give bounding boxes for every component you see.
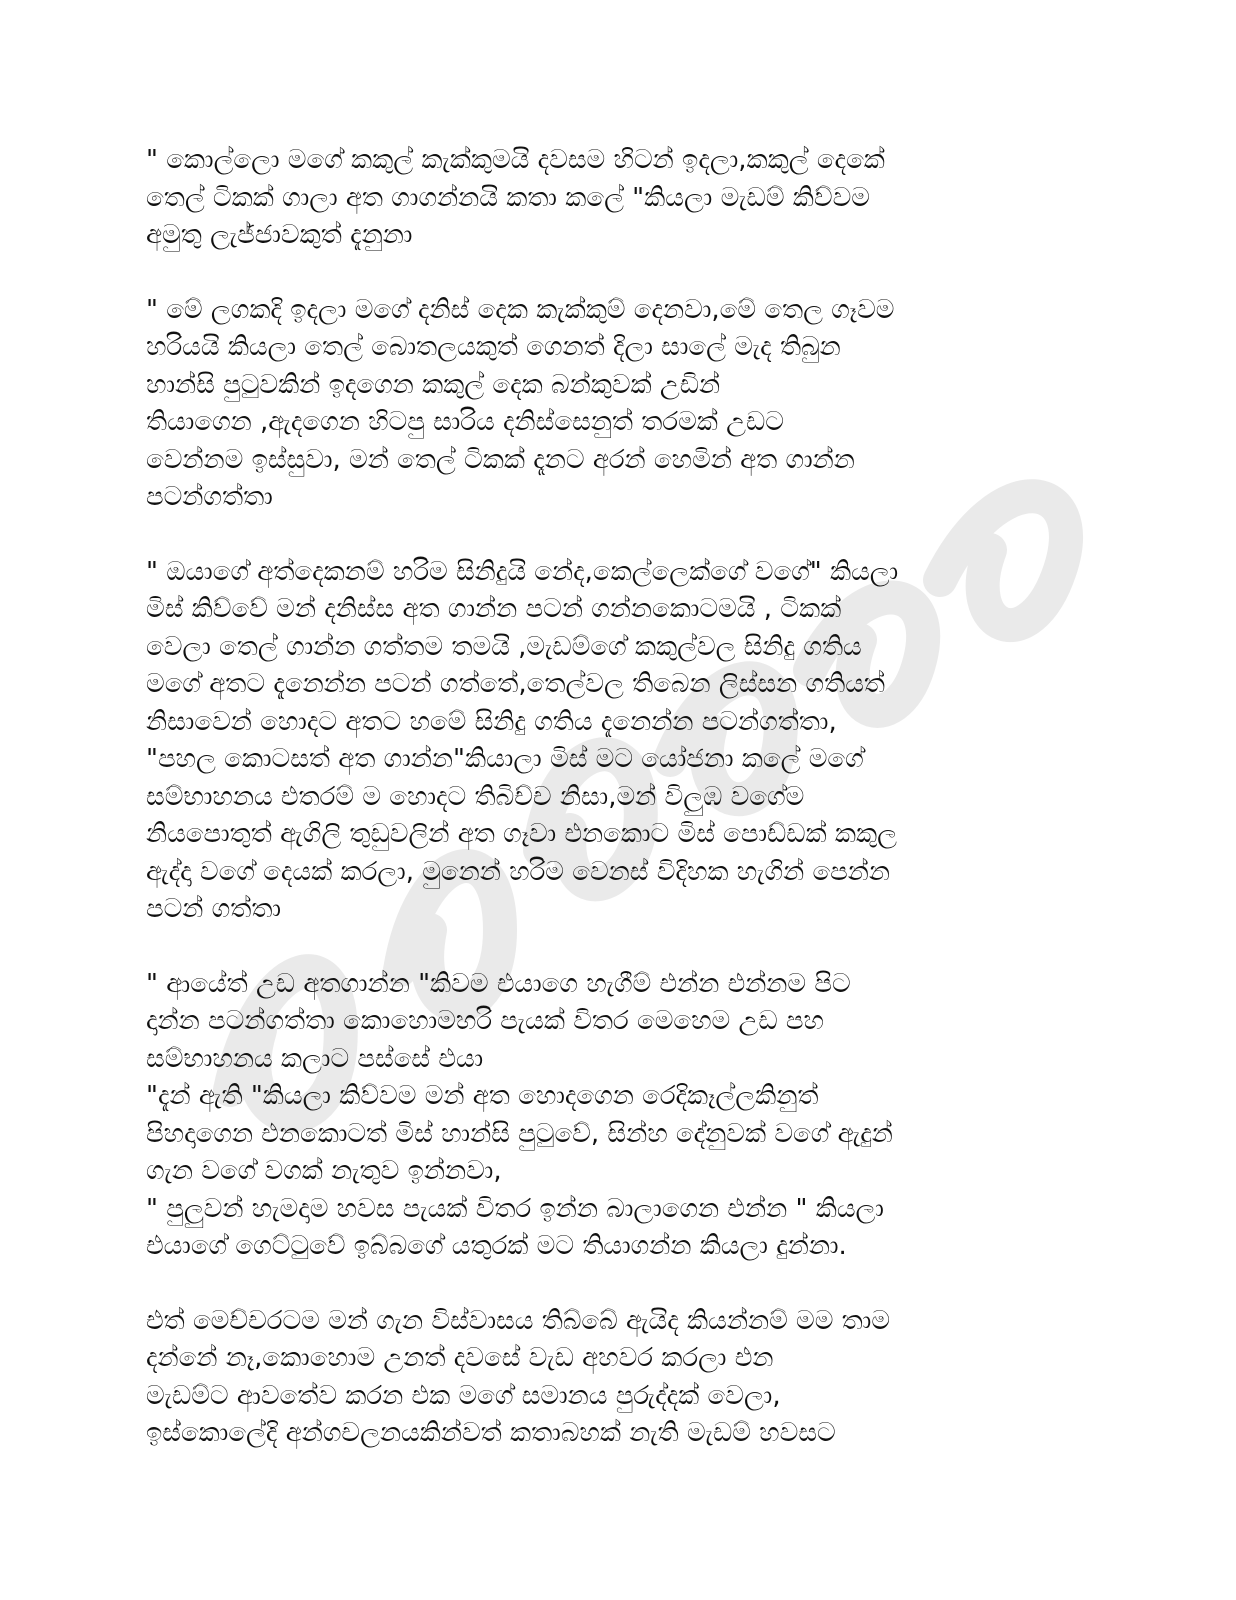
text-line: "දැන් ඇති "කියලා කිව්වම මන් අත හොදගෙන රෙදිකෑල්ලකිනුත් (146, 1081, 819, 1111)
text-line: නිසාවෙන් හොදට අතට හමේ සිනිදු ගතිය දැනෙන්න පටන්ගත්තා, (146, 706, 837, 737)
text-line: අමුතු ලැජ්ජාවකුත් දැනුනා (146, 220, 413, 250)
text-line: මගේ අතට දැනෙන්න පටන් ගත්තේ,තෙල්වල තිබෙන ලිස්සන ගතියත් (146, 669, 885, 699)
text-line: එයාගේ ගෙට්ටුවේ ඉබ්බගේ යතුරක් මට තියාගන්න කියලා දුන්නා. (146, 1231, 847, 1261)
text-line: තියාගෙන ,ඇදගෙන හිටපු සාරිය දනිස්සෙනුත් තරමක් උඩට (146, 407, 784, 437)
document-body (146, 142, 1126, 1490)
paragraph (146, 966, 1126, 1266)
text-line: පටන් ගත්තා (146, 894, 282, 924)
text-line: හරියයි කියලා තෙල් බොතලයකුත් ගෙනත් දිලා සාලේ මැද තිබුන (146, 332, 841, 362)
text-line: ඇද්දා වගේ දෙයක් කරලා, මුනෙන් හරිම වෙනස් විදිහක හැගින් පෙන්න (146, 856, 891, 887)
text-line: දාන්න පටන්ගත්තා කොහොමහරි පැයක් විතර මෙහෙම උඩ පහ (146, 1006, 824, 1036)
text-line: මිස් කිව්වේ මන් දනිස්ස අත ගාන්න පටන් ගන්නකොටමයි , ටිකක් (146, 594, 842, 624)
text-line: පටන්ගත්තා (146, 482, 273, 512)
text-line: නියපොතුත් ඇගිලි තුඩුවලින් අත ගෑවා එනකොට මිස් පොඩ්ඩක් කකුල (146, 819, 897, 849)
paragraph (146, 554, 1126, 929)
text-line: මැඩම්ට ආවතේව කරන එක මගේ සමානය පුරුද්දක් වෙලා, (146, 1380, 781, 1411)
paragraph (146, 1303, 1126, 1453)
text-line: දන්නේ නෑ,කොහොම උනත් දවසේ වැඩ අහවර කරලා එන (146, 1343, 774, 1373)
text-line: පිහදාගෙන එනකොටත් මිස් හාන්සි පුටුවේ, සින්හ දේනුවක් වගේ ඇදුන් (146, 1118, 893, 1149)
text-line: වෙලා තෙල් ගාන්න ගත්තම තමයි ,මැඩම්ගේ කකුල්වල සිනිදු ගතිය (146, 631, 862, 662)
paragraph (146, 142, 1126, 255)
text-line: " ඔයාගේ අත්දෙකනම් හරිම සිනිදුයි නේද,කෙල්ලෙක්ගේ වගේ" කියලා (146, 556, 899, 587)
text-line: හාන්සි පුටුවකින් ඉදගෙන කකුල් දෙක බන්කුවක් උඩින් (146, 369, 721, 400)
text-line: " ආයේත් උඩ අතගාන්න "කිවම එයාගෙ හැගීම් එන්න එන්නම පිට (146, 968, 851, 999)
text-line: වෙන්නම ඉස්සුවා, මන් තෙල් ටිකක් දෑනට අරන් හෙමින් අත ගාන්න (146, 444, 855, 475)
text-line: " පුලුවන් හැමදාම හවස පැයක් විතර ඉන්න බාලාගෙන එන්න " කියලා (146, 1193, 884, 1224)
text-line: තෙල් ටිකක් ගාලා අත ගාගන්නයි කතා කලේ "කියලා මැඩම් කිව්වම (146, 182, 870, 213)
text-line: සම්භාහනය එතරම් ම හොදට තිබිච්ච නිසා,මන් විලුඹ වගේම (146, 781, 805, 812)
paragraph (146, 292, 1126, 517)
text-line: " කොල්ලො මගේ කකුල් කැක්කුමයි දවසම හිටන් ඉදලා,කකුල් දෙකේ (146, 145, 885, 175)
text-line: සම්භාහනය කලාට පස්සේ එයා (146, 1043, 484, 1074)
text-line: ගැන වගේ වගක් නැතුව ඉන්නවා, (146, 1156, 502, 1186)
text-line: ඉස්කොලේදි අන්ගචලනයකින්වත් කතාබහක් නැති මැඩම් හවසට (146, 1418, 836, 1448)
text-line: "පහල කොටසත් අත ගාන්න"කියාලා මිස් මට යෝජනා කලේ මගේ (146, 744, 864, 774)
text-line: එත් මෙච්චරටම මන් ගැන විස්වාසය තිබ්බේ ඇයිද කියන්නම් මම තාම (146, 1305, 891, 1336)
text-line: " මේ ලගකදි ඉදලා මගේ දනිස් දෙක කැක්කුම් දෙනවා,මේ තෙල ගෑවම (146, 294, 895, 325)
